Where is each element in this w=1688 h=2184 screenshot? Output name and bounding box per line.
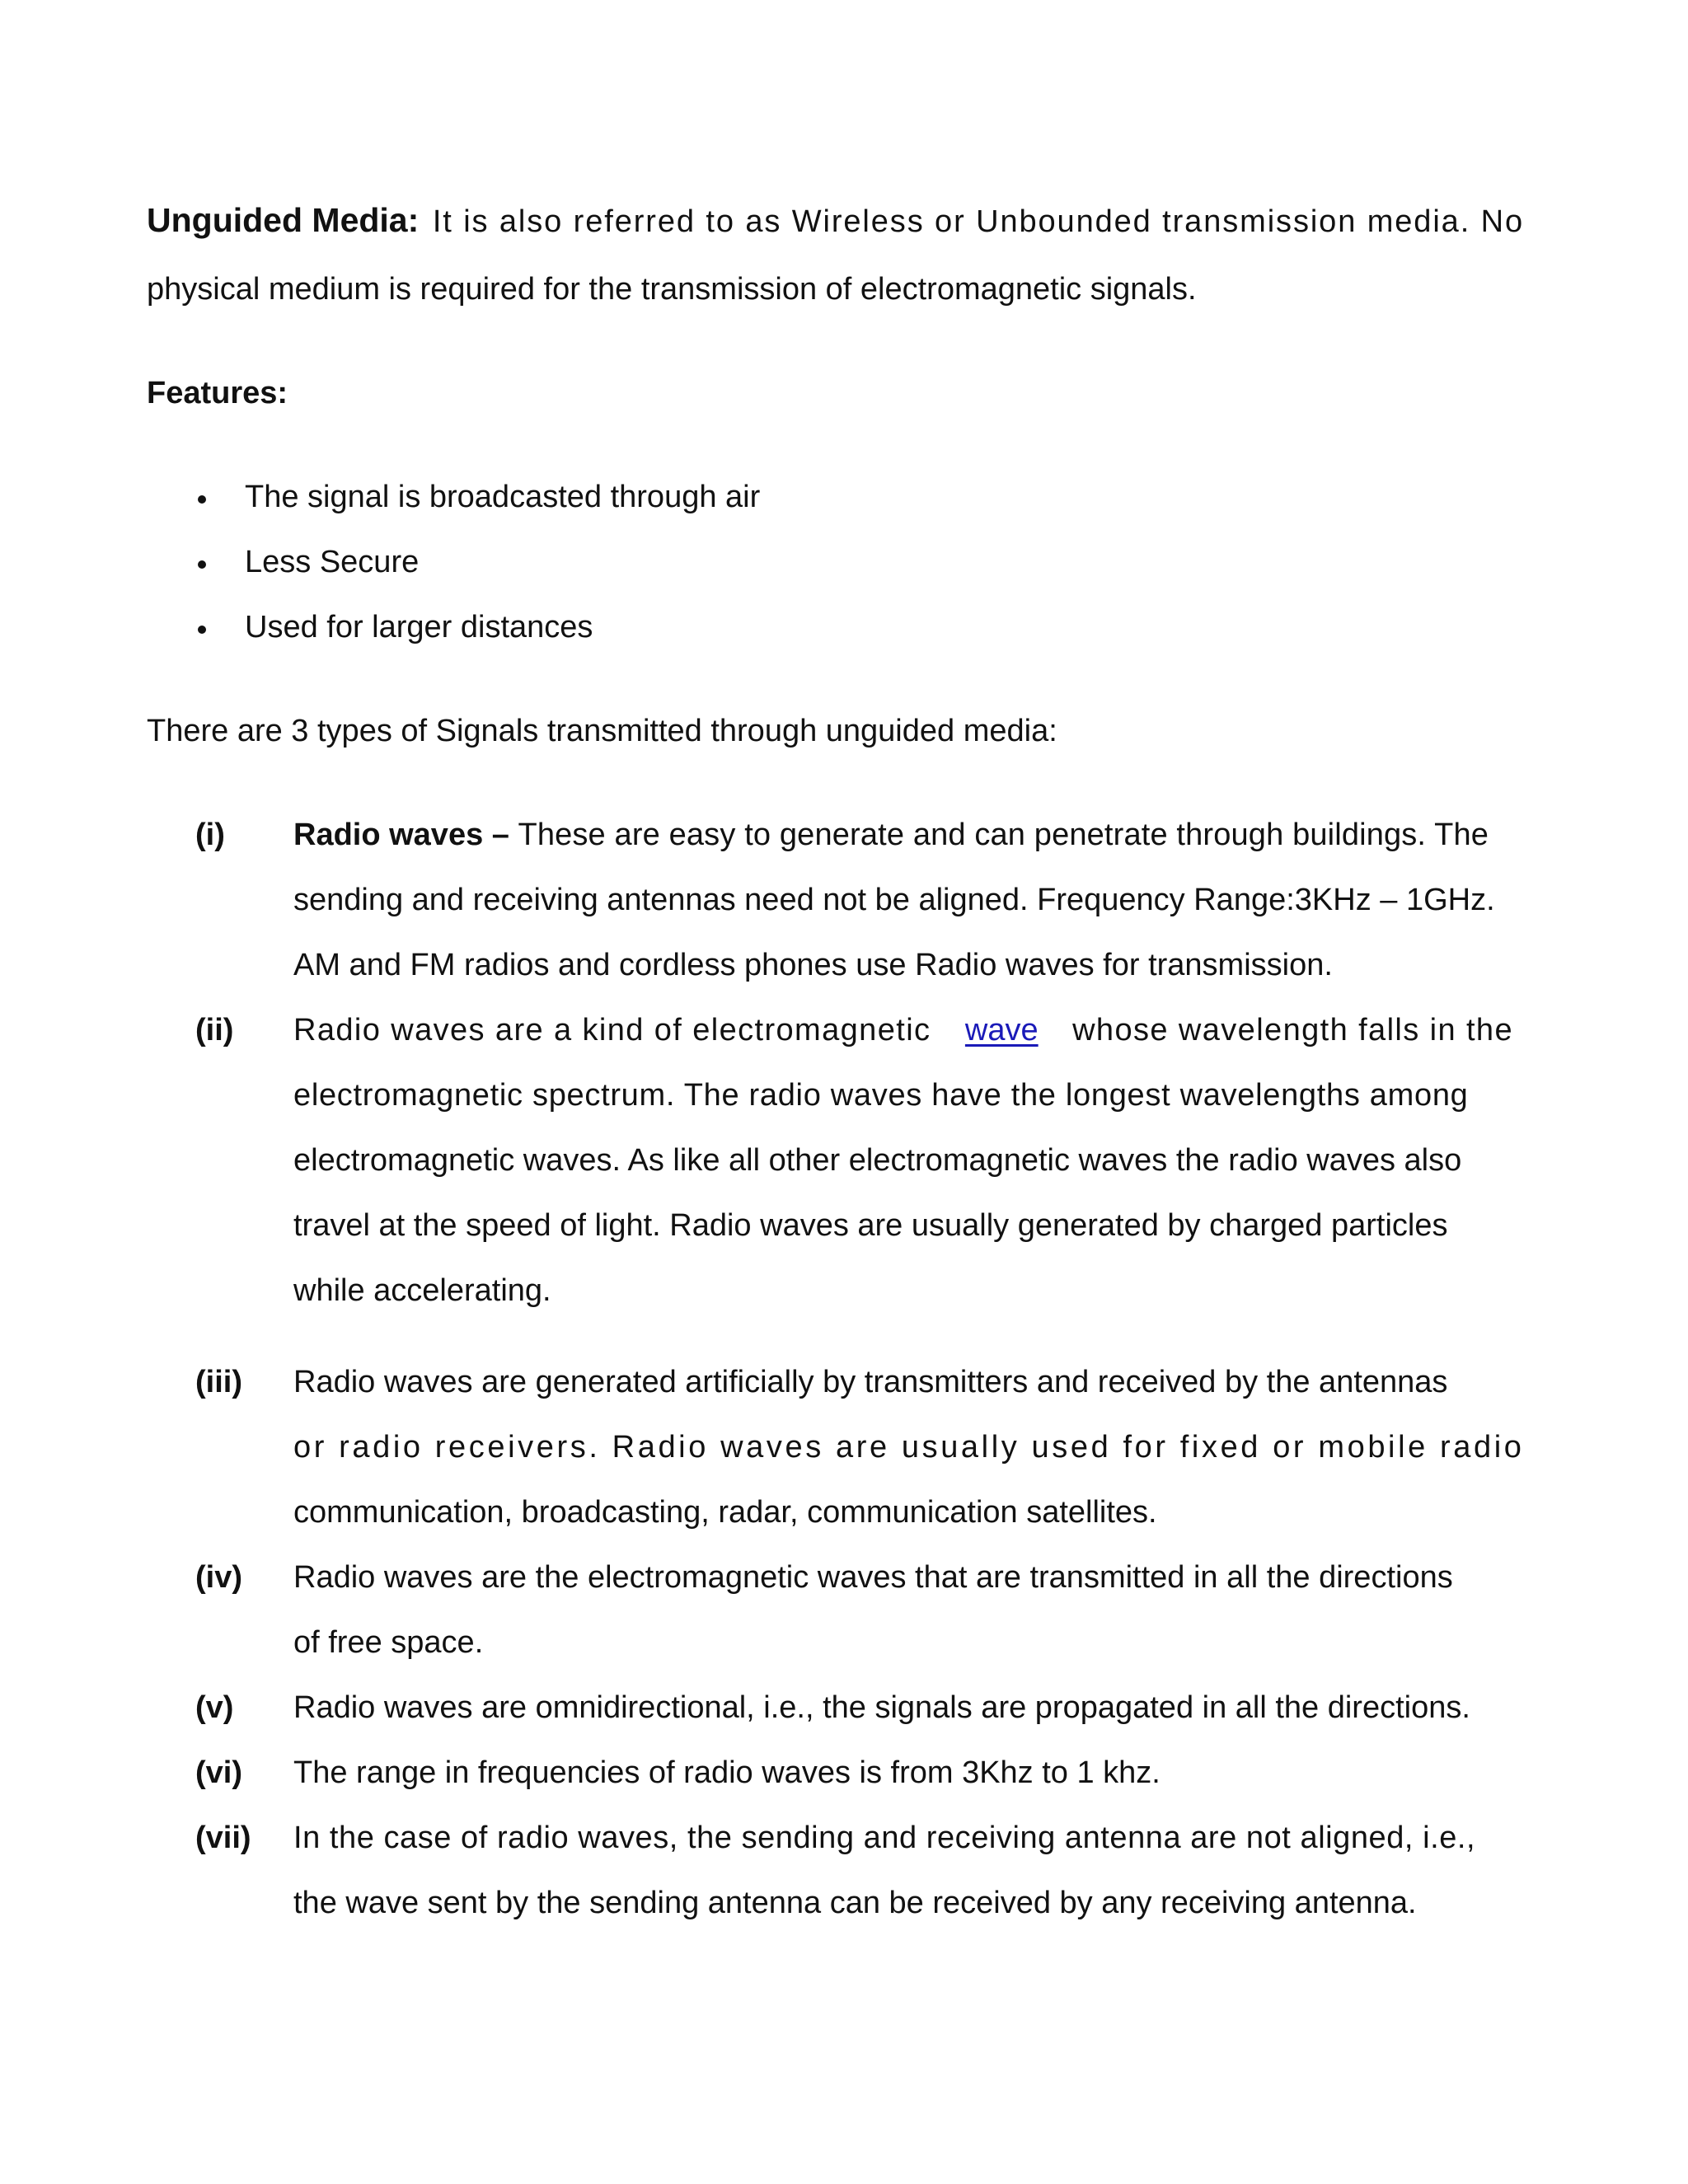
item-iv-line-1: Radio waves are the electromagnetic waves that are transmitted in all the directions (293, 1560, 1453, 1595)
item-i-text-1: These are easy to generate and can penetrate through buildings. The (518, 818, 1489, 852)
item-iii-line-1: Radio waves are generated artificially by transmitters and received by the antennas (293, 1365, 1448, 1399)
item-ii-line-5: while accelerating. (293, 1273, 551, 1308)
bullet-icon (198, 495, 206, 504)
wave-link[interactable]: wave (964, 1013, 1039, 1047)
item-iii-line-3: communication, broadcasting, radar, communication satellites. (293, 1495, 1157, 1530)
item-vii-line-2: the wave sent by the sending antenna can be received by any receiving antenna. (293, 1886, 1417, 1920)
item-number: (iv) (195, 1560, 242, 1595)
item-number: (vi) (195, 1755, 242, 1790)
item-i-term: Radio waves – (293, 818, 509, 852)
features-heading: Features: (147, 376, 288, 410)
bullet-icon (198, 626, 206, 634)
item-vi-line-1: The range in frequencies of radio waves is from 3Khz to 1 khz. (293, 1755, 1160, 1790)
item-i-line-1 (293, 819, 1513, 851)
item-ii-line-2: electromagnetic spectrum. The radio waves have the longest wavelengths among (293, 1078, 1469, 1113)
item-number: (i) (195, 818, 225, 852)
item-number: (iii) (195, 1365, 242, 1399)
types-intro: There are 3 types of Signals transmitted through unguided media: (147, 714, 1057, 748)
item-i-line-2: sending and receiving antennas need not be aligned. Frequency Range:3KHz – 1GHz. (293, 883, 1495, 917)
intro-line-2: physical medium is required for the transmission of electromagnetic signals. (147, 272, 1197, 307)
intro-term: Unguided Media: (147, 201, 420, 239)
item-ii-line-3: electromagnetic waves. As like all other electromagnetic waves the radio waves also (293, 1143, 1462, 1178)
item-ii-line-1 (293, 1015, 1513, 1046)
item-iv-line-2: of free space. (293, 1625, 484, 1660)
list-item: The signal is broadcasted through air (245, 480, 761, 514)
list-item: Used for larger distances (245, 610, 593, 644)
item-iii-line-2: or radio receivers. Radio waves are usually used for fixed or mobile radio (293, 1430, 1525, 1465)
intro-text-line-1: It is also referred to as Wireless or Unbounded transmission media. No (432, 204, 1525, 239)
item-ii-text-after: whose wavelength falls in the (1072, 1013, 1513, 1047)
list-item: Less Secure (245, 545, 420, 579)
item-vii-line-1: In the case of radio waves, the sending and receiving antenna are not aligned, i.e., (293, 1821, 1476, 1855)
item-i-line-3: AM and FM radios and cordless phones use Radio waves for transmission. (293, 948, 1333, 982)
item-v-line-1: Radio waves are omnidirectional, i.e., the signals are propagated in all the directions. (293, 1690, 1470, 1725)
bullet-icon (198, 560, 206, 569)
item-ii-line-4: travel at the speed of light. Radio waves are usually generated by charged particles (293, 1208, 1448, 1243)
item-ii-text-before: Radio waves are a kind of electromagnetic (293, 1013, 931, 1047)
item-number: (ii) (195, 1013, 234, 1047)
item-number: (v) (195, 1690, 234, 1725)
item-number: (vii) (195, 1821, 251, 1855)
intro-line-1 (147, 201, 1525, 239)
